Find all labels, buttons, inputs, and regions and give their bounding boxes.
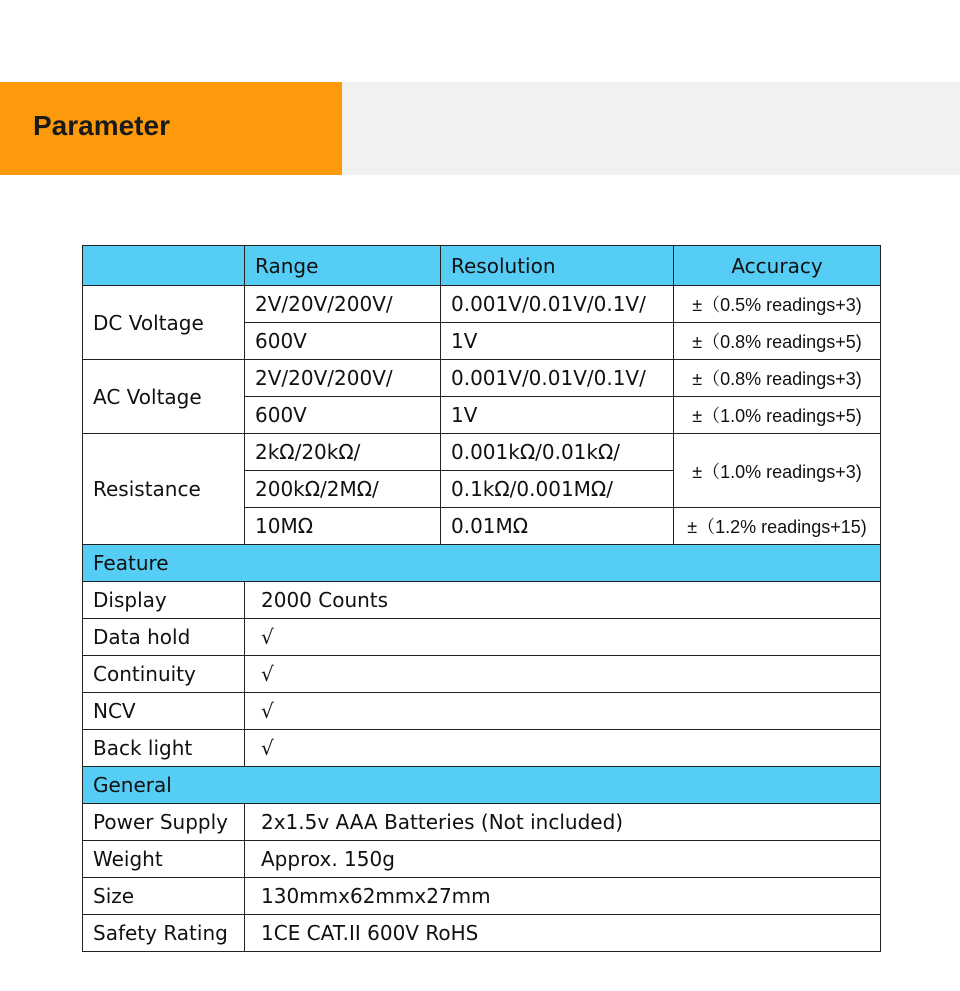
table-row bbox=[83, 360, 881, 397]
resolution-cell: 1V bbox=[441, 397, 674, 434]
general-value-cell: Approx. 150g bbox=[245, 841, 881, 878]
feature-value-cell: √ bbox=[245, 730, 881, 767]
feature-name-cell: Back light bbox=[83, 730, 245, 767]
table-row bbox=[83, 582, 881, 619]
accuracy-cell: ±（0.5% readings+3) bbox=[674, 286, 881, 323]
table-row bbox=[83, 730, 881, 767]
header-cell-resolution: Resolution bbox=[441, 246, 674, 286]
range-cell: 2V/20V/200V/ bbox=[245, 286, 441, 323]
section-general-row bbox=[83, 767, 881, 804]
general-name-cell: Safety Rating bbox=[83, 915, 245, 952]
table-row bbox=[83, 878, 881, 915]
range-cell: 10MΩ bbox=[245, 508, 441, 545]
feature-value-cell: √ bbox=[245, 619, 881, 656]
range-cell: 600V bbox=[245, 397, 441, 434]
section-feature-row bbox=[83, 545, 881, 582]
table-row bbox=[83, 656, 881, 693]
range-cell: 600V bbox=[245, 323, 441, 360]
feature-name-cell: Data hold bbox=[83, 619, 245, 656]
feature-value-cell: 2000 Counts bbox=[245, 582, 881, 619]
header-cell-blank bbox=[83, 246, 245, 286]
resolution-cell: 0.001V/0.01V/0.1V/ bbox=[441, 286, 674, 323]
resolution-cell: 0.01MΩ bbox=[441, 508, 674, 545]
general-name-cell: Size bbox=[83, 878, 245, 915]
general-value-cell: 130mmx62mmx27mm bbox=[245, 878, 881, 915]
table-row bbox=[83, 434, 881, 471]
feature-name-cell: NCV bbox=[83, 693, 245, 730]
header-cell-range: Range bbox=[245, 246, 441, 286]
feature-value-cell: √ bbox=[245, 656, 881, 693]
table-row bbox=[83, 693, 881, 730]
banner-title: Parameter bbox=[33, 110, 170, 141]
general-value-cell: 2x1.5v AAA Batteries (Not included) bbox=[245, 804, 881, 841]
accuracy-cell: ±（1.2% readings+15) bbox=[674, 508, 881, 545]
range-cell: 2V/20V/200V/ bbox=[245, 360, 441, 397]
resistance-label: Resistance bbox=[83, 434, 245, 545]
banner-orange-block bbox=[0, 82, 342, 175]
general-value-cell: 1CE CAT.II 600V RoHS bbox=[245, 915, 881, 952]
table-row bbox=[83, 841, 881, 878]
dc-voltage-label: DC Voltage bbox=[83, 286, 245, 360]
accuracy-cell: ±（0.8% readings+3) bbox=[674, 360, 881, 397]
parameter-banner bbox=[0, 82, 960, 175]
accuracy-cell: ±（0.8% readings+5) bbox=[674, 323, 881, 360]
resolution-cell: 0.001V/0.01V/0.1V/ bbox=[441, 360, 674, 397]
table-row bbox=[83, 915, 881, 952]
general-name-cell: Power Supply bbox=[83, 804, 245, 841]
range-cell: 200kΩ/2MΩ/ bbox=[245, 471, 441, 508]
header-cell-accuracy: Accuracy bbox=[674, 246, 881, 286]
accuracy-cell: ±（1.0% readings+5) bbox=[674, 397, 881, 434]
accuracy-cell: ±（1.0% readings+3) bbox=[674, 434, 881, 508]
spec-table bbox=[82, 245, 881, 952]
general-name-cell: Weight bbox=[83, 841, 245, 878]
feature-value-cell: √ bbox=[245, 693, 881, 730]
feature-name-cell: Display bbox=[83, 582, 245, 619]
resolution-cell: 0.1kΩ/0.001MΩ/ bbox=[441, 471, 674, 508]
feature-name-cell: Continuity bbox=[83, 656, 245, 693]
section-feature-label: Feature bbox=[83, 545, 881, 582]
table-row bbox=[83, 619, 881, 656]
range-cell: 2kΩ/20kΩ/ bbox=[245, 434, 441, 471]
resolution-cell: 0.001kΩ/0.01kΩ/ bbox=[441, 434, 674, 471]
resolution-cell: 1V bbox=[441, 323, 674, 360]
ac-voltage-label: AC Voltage bbox=[83, 360, 245, 434]
table-header-row bbox=[83, 246, 881, 286]
table-row bbox=[83, 804, 881, 841]
section-general-label: General bbox=[83, 767, 881, 804]
table-row bbox=[83, 286, 881, 323]
